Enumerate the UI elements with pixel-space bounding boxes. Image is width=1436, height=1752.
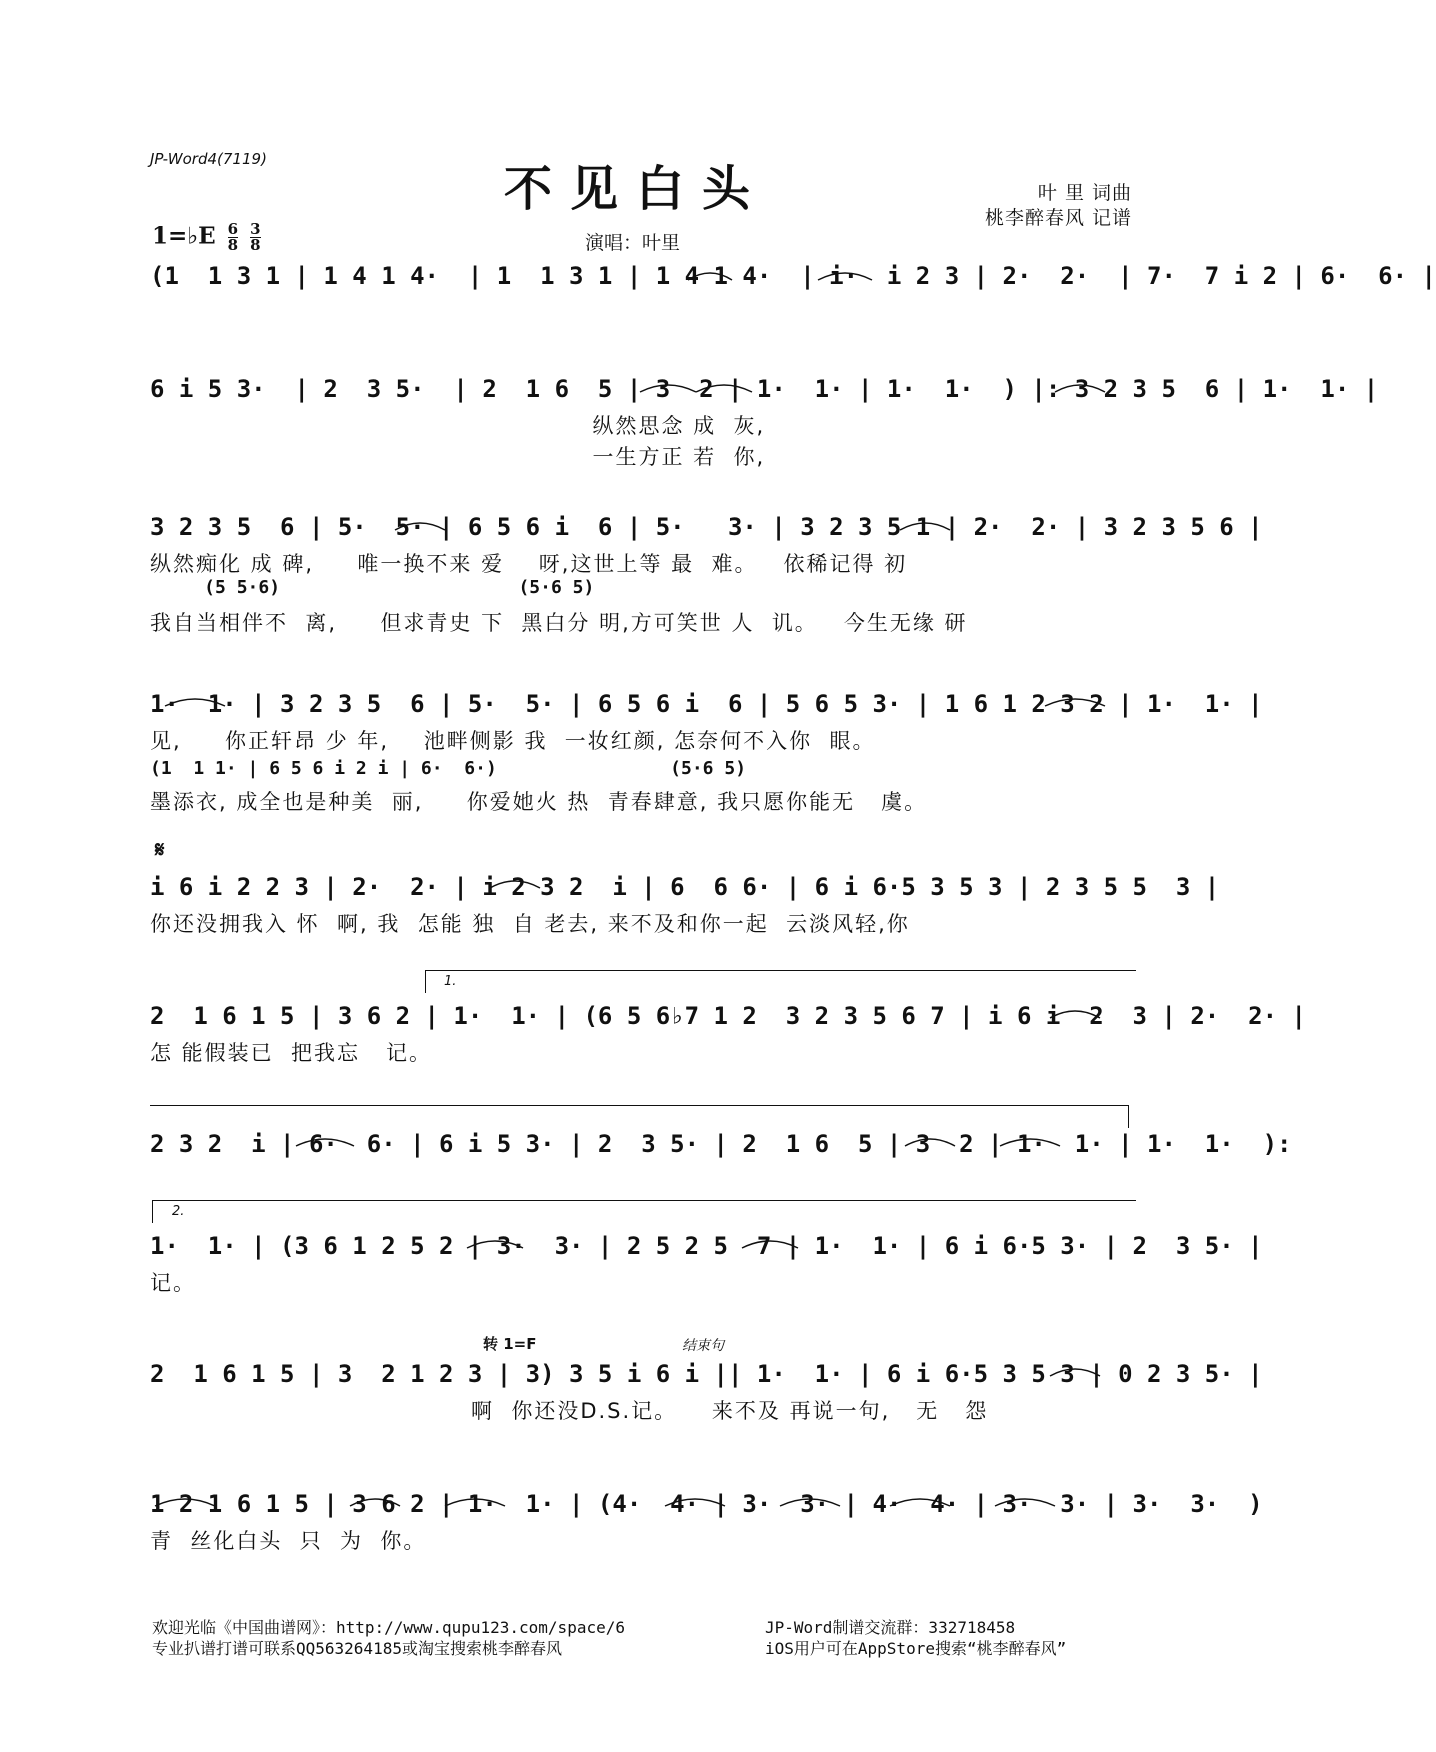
lyric-verse-2: 墨添衣, 成全也是种美 丽, 你爱她火 热 青春肆意, 我只愿你能无 虞。 bbox=[150, 790, 928, 814]
time-signature-2: $\frac{3}{8}$ bbox=[250, 220, 261, 254]
song-title: 不见白头 bbox=[503, 161, 768, 217]
lyric-verse-1: 纵然思念 成 灰, bbox=[150, 414, 766, 438]
volta-1-continuation bbox=[150, 1105, 1129, 1128]
lyric-verse-2: 一生方正 若 你, bbox=[150, 445, 766, 469]
segno-sign: 𝄋 bbox=[155, 838, 165, 863]
coda-label: 结束句 bbox=[682, 1338, 724, 1354]
footer-ios: iOS用户可在AppStore搜索“桃李醉春风” bbox=[765, 1639, 1067, 1658]
notation-line: i 6 i 2 2 3 | 2· 2· | i 2 3 2 i | 6 6 6· | 6 i 6·5 3 5 3 | 2 3 5 5 3 | bbox=[150, 873, 1220, 901]
notation-line: 6 i 5 3· | 2 3 5· | 2 1 6 5 | 3 2 | 1· 1· | 1· 1· ) |: 3 2 3 5 6 | 1· 1· | bbox=[150, 375, 1379, 403]
notation-line: 1 2 1 6 1 5 | 3 6 2 | 1· 1· | (4· 4· | 3· 3· | 4· 4· | 3· 3· | 3· 3· ) bbox=[150, 1490, 1263, 1518]
volta-2-label: 2. bbox=[172, 1204, 185, 1219]
key-signature bbox=[152, 222, 261, 253]
notation-line: 1· 1· | 3 2 3 5 6 | 5· 5· | 6 5 6 i 6 | 5 6 5 3· | 1 6 1 2 3 2 | 1· 1· | bbox=[150, 690, 1263, 718]
lyric-verse-1: 青 丝化白头 只 为 你。 bbox=[150, 1529, 427, 1553]
notation-line: 2 1 6 1 5 | 3 6 2 | 1· 1· | (6 5 6♭7 1 2 3 2 3 5 6 7 | i 6 i 2 3 | 2· 2· | bbox=[150, 1002, 1306, 1030]
alt-notes: (1 1 1· | 6 5 6 i 2 i | 6· 6·) (5·6 5) bbox=[150, 758, 747, 779]
notation-line: 3 2 3 5 6 | 5· 5· | 6 5 6 i 6 | 5· 3· | 3 2 3 5 1 | 2· 2· | 3 2 3 5 6 | bbox=[150, 513, 1263, 541]
lyric-verse-2: 我自当相伴不 离, 但求青史 下 黑白分 明,方可笑世 人 讥。 今生无缘 研 bbox=[150, 611, 968, 635]
modulation-mark: 转 1=F bbox=[483, 1335, 537, 1353]
time-signature-1: $\frac{6}{8}$ bbox=[227, 220, 239, 254]
lyric-verse-1: 啊 你还没D.S.记。 来不及 再说一句, 无 怨 bbox=[150, 1399, 989, 1423]
footer-group: JP-Word制谱交流群：332718458 bbox=[765, 1618, 1016, 1637]
lyric-verse-1: 怎 能假装已 把我忘 记。 bbox=[150, 1041, 433, 1065]
notation-line: 2 1 6 1 5 | 3 2 1 2 3 | 3) 3 5 i 6 i || 1· 1· | 6 i 6·5 3 5 3 | 0 2 3 5· | bbox=[150, 1360, 1263, 1388]
footer-contact: 专业扒谱打谱可联系QQ563264185或淘宝搜索桃李醉春风 bbox=[152, 1639, 562, 1658]
software-label: JP-Word4(7119) bbox=[150, 150, 267, 168]
volta-1-label: 1. bbox=[444, 974, 457, 989]
transcriber: 桃李醉春风 记谱 bbox=[984, 207, 1132, 229]
lyric-verse-1: 纵然痴化 成 碑, 唯一换不来 爱 呀,这世上等 最 难。 依稀记得 初 bbox=[150, 552, 908, 576]
lyric-verse-1: 记。 bbox=[150, 1271, 196, 1295]
footer-website: 欢迎光临《中国曲谱网》：http://www.qupu123.com/space/6 bbox=[152, 1618, 625, 1637]
lyric-verse-1: 见, 你正轩昂 少 年, 池畔侧影 我 一妆红颜, 怎奈何不入你 眼。 bbox=[150, 729, 876, 753]
lyricist-composer: 叶 里 词曲 bbox=[1037, 182, 1132, 204]
volta-bracket-2 bbox=[152, 1200, 1136, 1223]
volta-bracket-1 bbox=[425, 970, 1136, 993]
alt-notes: (5 5·6) (5·6 5) bbox=[150, 577, 595, 598]
lyric-verse-1: 你还没拥我入 怀 啊, 我 怎能 独 自 老去, 来不及和你一起 云淡风轻,你 bbox=[150, 912, 910, 936]
notation-line: 2 3 2 i | 6· 6· | 6 i 5 3· | 2 3 5· | 2 1 6 5 | 3 2 | 1· 1· | 1· 1· ): bbox=[150, 1130, 1292, 1158]
singer-label: 演唱：叶里 bbox=[585, 232, 681, 254]
notation-line: 1· 1· | (3 6 1 2 5 2 | 3· 3· | 2 5 2 5 7 | 1· 1· | 6 i 6·5 3· | 2 3 5· | bbox=[150, 1232, 1263, 1260]
key-label: 1=♭E bbox=[152, 222, 216, 250]
notation-line: (1 1 3 1 | 1 4 1 4· | 1 1 3 1 | 1 4 1 4· | i· i 2 3 | 2· 2· | 7· 7 i 2 | 6· 6· | bbox=[150, 262, 1436, 290]
